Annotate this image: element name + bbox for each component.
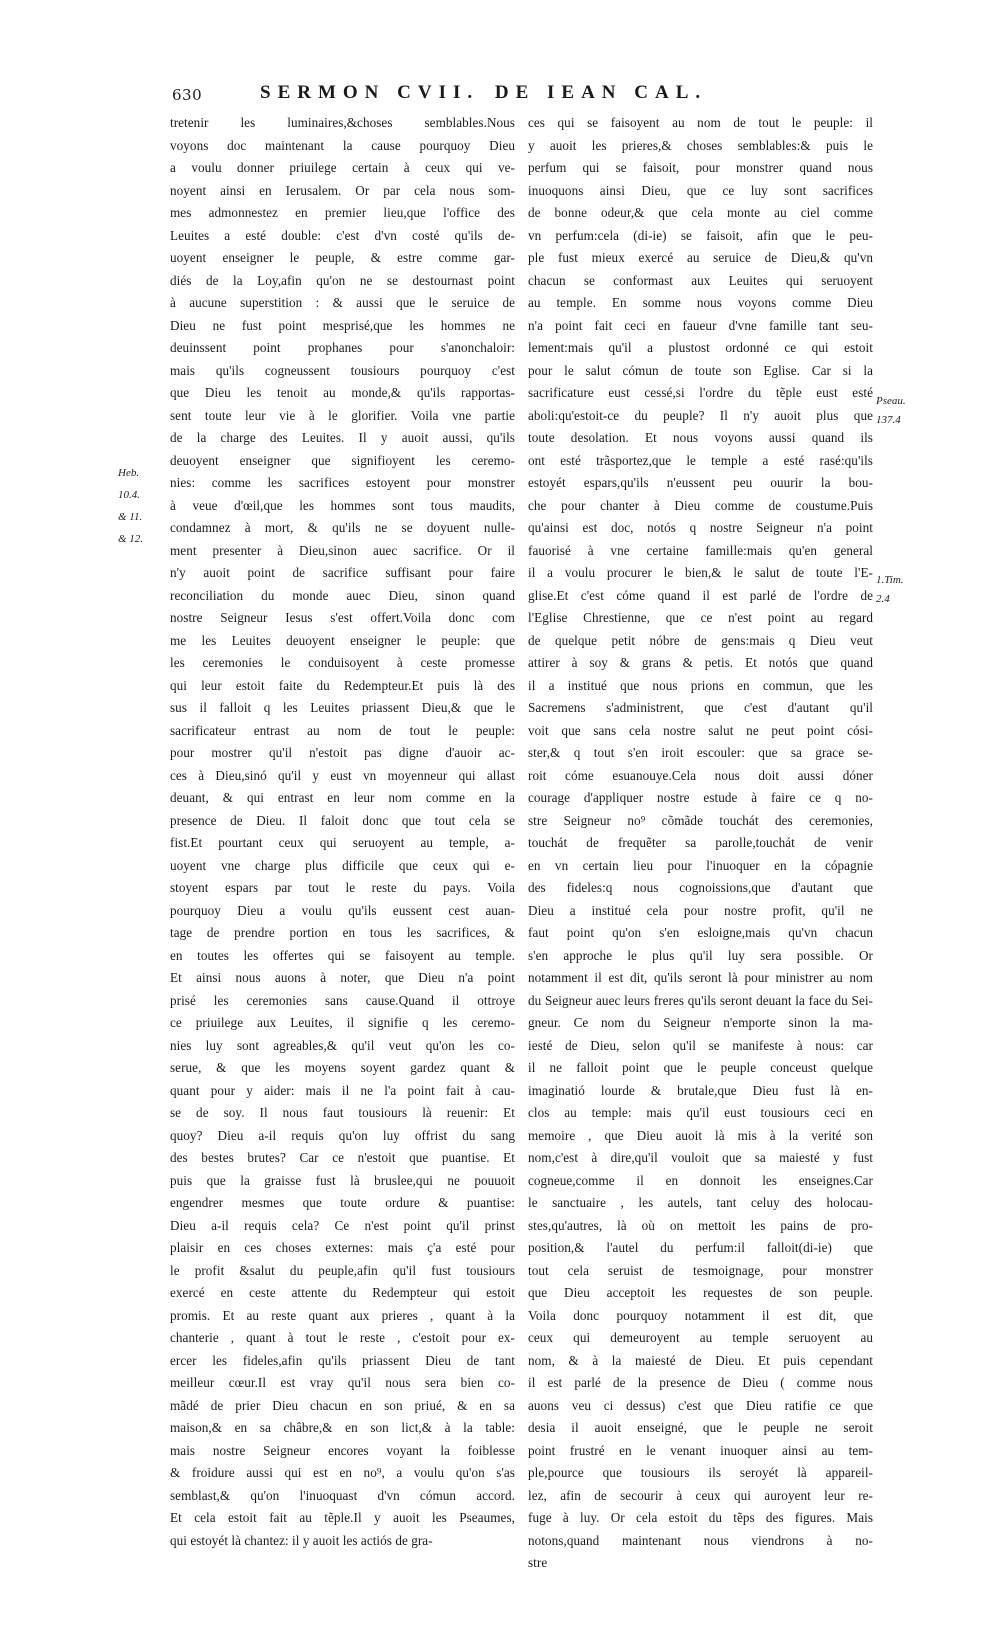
text-line: tout cela seruist de tesmoignage, pour monstrer <box>528 1262 873 1278</box>
text-line: aboli:qu'estoit-ce du peuple? Il n'y auoit plus que <box>528 407 873 423</box>
text-line: prisé les ceremonies sans cause.Quand il ottroye <box>170 992 515 1008</box>
margin-note-line: Pseau. <box>876 395 906 407</box>
margin-note-hebrews <box>118 467 143 546</box>
text-line: Dieu ne fust point mesprisé,que les hommes ne <box>170 317 515 333</box>
text-line: ce priuilege aux Leuites, il signifie q les ceremo- <box>170 1015 515 1030</box>
text-line: uoyent vne charge plus difficile que ceux qui e- <box>170 857 515 873</box>
text-line: ple,pource que tousiours ils seroyét là appareil- <box>528 1465 873 1480</box>
text-line: ceux qui demeuroyent au temple seruoyent au <box>528 1330 873 1345</box>
text-line: iesté de Dieu, selon qu'il se manifeste à nous: car <box>528 1037 873 1053</box>
text-line: fauorisé à vne certaine famille:mais qu'en general <box>528 542 873 558</box>
margin-note-line: & 11. <box>118 511 143 523</box>
text-line: des fideles:q nous cognoissions,que d'autant que <box>528 880 873 895</box>
text-line: perfum qui se faisoit, pour monstrer quand nous <box>528 160 873 175</box>
text-line: pour le salut cómun de toute son Eglise. Car si la <box>528 362 873 378</box>
text-line: que Dieu les tenoit au monde,& qu'ils rapportas- <box>170 385 515 400</box>
text-line: qu'ainsi est doc, notós q nostre Seigneur n'a point <box>528 520 873 535</box>
text-line: pourquoy Dieu a voulu qu'ils eussent cest auan- <box>170 902 515 918</box>
text-line: nostre Seigneur Iesus s'est offert.Voila donc com <box>170 610 515 625</box>
text-line: voyons doc maintenant la cause pourquoy Dieu <box>170 137 515 153</box>
text-line: notons,quand maintenant nous viendrons à no- <box>528 1532 873 1548</box>
text-line: il a voulu procurer le bien,& le salut de toute l'E- <box>528 565 873 580</box>
text-line: clos au temple: mais qu'il eust tousiours ceci en <box>528 1105 873 1120</box>
text-line: cogneue,comme il en donnoit les enseignes.Car <box>528 1172 873 1188</box>
text-line: a voulu donner priuilege certain à ceux qui ve- <box>170 160 515 175</box>
text-line: reconciliation du monde auec Dieu, sinon quand <box>170 587 515 603</box>
text-line: quoy? Dieu a-il requis qu'on luy offrist du sang <box>170 1127 515 1143</box>
text-line: deuoyent enseigner que signifioyent les ceremo- <box>170 452 515 468</box>
text-line: plaisir en ces choses externes: mais ç'a esté pour <box>170 1240 515 1255</box>
text-line: ment presenter à Dieu,sinon auec sacrifice. Or il <box>170 542 515 558</box>
text-line: maison,& en sa châbre,& en son lict,& à la table: <box>170 1420 515 1435</box>
text-line: se de soy. Il nous faut tousiours là reuenir: Et <box>170 1105 515 1120</box>
text-line: de bonne odeur,& que cela monte au ciel comme <box>528 205 873 220</box>
text-line: stes,qu'autres, là où on mettoit les pains de pro- <box>528 1217 873 1233</box>
text-line: de quelque petit nóbre de gens:mais q Dieu veut <box>528 632 873 648</box>
text-line: il est parlé de la presence de Dieu ( comme nous <box>528 1375 873 1390</box>
text-line: tretenir les luminaires,&choses semblables.Nous <box>170 115 515 130</box>
page-number: 630 <box>172 86 203 104</box>
text-line: diés de la Loy,afin qu'on ne se destournast point <box>170 272 515 288</box>
text-line: sent toute leur vie à le glorifier. Voila vne partie <box>170 407 515 423</box>
text-line: noyent ainsi en Ierusalem. Or par cela nous som- <box>170 182 515 198</box>
text-line: qui leur estoit faite du Redempteur.Et puis là des <box>170 677 515 693</box>
text-line: vn perfum:cela (di-ie) se faisoit, afin que le peu- <box>528 227 873 243</box>
text-line: à veue d'œil,que les hommes sont tous maudits, <box>170 497 515 513</box>
margin-note-timothy <box>876 574 904 606</box>
text-line: fuge à luy. Or cela estoit du tẽps des figures. Mais <box>528 1510 873 1525</box>
text-line: pour mostrer qu'il n'estoit pas digne d'auoir ac- <box>170 745 515 760</box>
left-text-column <box>170 112 515 1552</box>
text-line: sacrificature eust cessé,si l'ordre du tẽple eust esté <box>528 385 873 400</box>
text-line: des bestes brutes? Car ce n'estoit que puantise. Et <box>170 1150 515 1165</box>
text-line: memoire , que Dieu auoit là mis à la verité son <box>528 1127 873 1143</box>
text-line: me les Leuites deuoyent enseigner le peuple: que <box>170 632 515 648</box>
text-line: glise.Et c'est cóme quand il est parlé de l'ordre de <box>528 587 873 603</box>
text-line: touchát de frequẽter sa parolle,touchát de venir <box>528 835 873 850</box>
text-line: de la charge des Leuites. Il y auoit aussi, qu'ils <box>170 430 515 445</box>
margin-note-psalm <box>876 395 906 427</box>
text-line: point frustré en le venant inuoquer ainsi au tem- <box>528 1442 873 1458</box>
text-line: notamment il est dit, qu'ils seront là pour ministrer au nom <box>528 970 873 985</box>
text-line: toute desolation. Et nous voyons aussi quand ils <box>528 430 873 445</box>
text-line: mes admonnestez en premier lieu,que l'office des <box>170 205 515 220</box>
text-line: le profit &salut du peuple,afin qu'il fust tousiours <box>170 1262 515 1278</box>
text-line: presence de Dieu. Il faloit donc que tout cela se <box>170 812 515 828</box>
running-title <box>260 82 920 104</box>
text-line: faut point qu'on s'en esloigne,mais qu'vn chacun <box>528 925 873 940</box>
text-line: chacun se conformast aux Leuites qui seruoyent <box>528 272 873 288</box>
text-line: voit que sans cela nostre salut ne peut point cósi- <box>528 722 873 738</box>
text-line: ercer les fideles,afin qu'ils priassent Dieu de tant <box>170 1352 515 1368</box>
text-line: nom,c'est à dire,qu'il vouloit que sa maiesté y fust <box>528 1150 873 1165</box>
margin-note-line: Heb. <box>118 467 140 479</box>
text-line: serue, & que les moyens soyent gardez quant & <box>170 1060 515 1075</box>
text-line: deuinssent point prophanes pour s'anonchaloir: <box>170 340 515 355</box>
text-line: ces qui se faisoyent au nom de tout le peuple: il <box>528 115 873 130</box>
text-line: il ne falloit point que le peuple conceust quelque <box>528 1060 873 1075</box>
text-line: engendrer mesmes que toute ordure & puantise: <box>170 1195 515 1210</box>
text-line: & froidure aussi qui est en no⁹, a voulu qu'on s'as <box>170 1465 515 1480</box>
text-line: n'y auoit point de sacrifice suffisant pour faire <box>170 565 515 580</box>
text-line: les ceremonies le conduisoyent à ceste promesse <box>170 655 515 670</box>
text-line: che pour chanter à Dieu comme de coustume.Puis <box>528 497 873 513</box>
text-line: exercé en ceste attente du Redempteur qui estoit <box>170 1285 515 1300</box>
text-line: nom, & à la maiesté de Dieu. Et puis cependant <box>528 1352 873 1368</box>
text-line: nies: comme les sacrifices estoyent pour monstrer <box>170 475 515 490</box>
text-line: le sanctuaire , les autels, tant celuy des holocau- <box>528 1195 873 1210</box>
text-line: promis. Et au reste quant aux prieres , quant à la <box>170 1307 515 1323</box>
text-line: lement:mais qu'il a plustost ordonné ce qui estoit <box>528 340 873 355</box>
text-line: y auoit les prieres,& choses semblables:& puis le <box>528 137 873 153</box>
text-line: sacrificateur entrast au nom de tout le peuple: <box>170 722 515 738</box>
text-line: inuoquons ainsi Dieu, que ce luy sont sacrifices <box>528 182 873 198</box>
text-line: Voila donc pourquoy notamment il est dit, que <box>528 1307 873 1323</box>
text-line: Dieu a-il requis cela? Ce n'est point qu'il prinst <box>170 1217 515 1233</box>
text-line: condamnez à mort, & qu'ils ne se doyuent nulle- <box>170 520 515 535</box>
text-line: n'a point fait ceci en faueur d'vne famille tant seu- <box>528 317 873 333</box>
text-line: puis que la graisse fust là bruslee,qui ne pouuoit <box>170 1172 515 1188</box>
text-line: qui estoyét là chantez: il y auoit les actiós de gra- <box>170 1532 433 1548</box>
text-line: au temple. En somme nous voyons comme Dieu <box>528 295 873 310</box>
text-line: courage d'appliquer nostre estude à faire ce q no- <box>528 790 873 805</box>
text-line: deuant, & qui entrast en leur nom comme en la <box>170 790 515 805</box>
margin-note-line: 1.Tim. <box>876 574 904 586</box>
text-line: uoyent enseigner le peuple, & estre comme gar- <box>170 250 515 265</box>
text-line: desia il auoit enseigné, que le peuple ne seroit <box>528 1420 873 1435</box>
margin-note-line: 10.4. <box>118 489 140 501</box>
text-line: l'Eglise Chrestienne, que ce n'est point au regard <box>528 610 873 625</box>
text-line: nies luy sont agreables,& qu'il veut qu'on les co- <box>170 1037 515 1053</box>
text-line: stre Seigneur no⁹ cõmãde touchát des ceremonies, <box>528 812 873 828</box>
text-line: à aucune superstition : & aussi que le seruice de <box>170 295 515 310</box>
text-line: en vn certain lieu pour l'inuoquer en la cópagnie <box>528 857 873 873</box>
margin-note-line: & 12. <box>118 533 144 545</box>
text-line: meilleur cœur.Il est vray qu'il nous sera bien co- <box>170 1375 515 1390</box>
margin-note-line: 137.4 <box>876 414 901 426</box>
text-line: gneur. Ce nom du Seigneur n'emporte sinon la ma- <box>528 1015 873 1030</box>
text-line: mãdé de prier Dieu chacun en son priué, & en sa <box>170 1397 515 1413</box>
text-line: Et cela estoit fait au tẽple.Il y auoit les Pseaumes, <box>170 1510 515 1525</box>
text-line: en toutes les offertes qui se faisoyent au temple. <box>170 947 515 963</box>
text-line: attirer à soy & grans & petis. Et notós que quand <box>528 655 873 670</box>
text-line: stre <box>528 1555 548 1570</box>
text-line: estoyét espars,qu'ils n'eussent peu ouurir la bou- <box>528 475 873 490</box>
text-line: s'en approche le plus qu'il luy sera possible. Or <box>528 947 873 963</box>
text-line: stoyent espars par tout le reste du pays. Voila <box>170 880 515 895</box>
text-line: ster,& q tout s'en iroit escouler: que sa grace se- <box>528 745 873 760</box>
text-line: il a institué que nous prions en commun, que les <box>528 677 873 693</box>
text-line: ple fust mieux exercé au seruice de Dieu,& qu'vn <box>528 250 873 265</box>
text-line: chanterie , quant à tout le reste , c'estoit pour ex- <box>170 1330 515 1345</box>
text-line: position,& l'autel du perfum:il falloit(di-ie) que <box>528 1240 873 1255</box>
margin-note-line: 2.4 <box>876 593 890 605</box>
text-line: Dieu a institué cela pour nostre profit, qu'il ne <box>528 902 873 918</box>
text-line: que Dieu acceptoit les requestes de son peuple. <box>528 1285 873 1300</box>
text-line: Et ainsi nous auons à noter, que Dieu n'a point <box>170 970 515 985</box>
text-line: mais qu'ils cogneussent tousiours pourquoy c'est <box>170 362 515 378</box>
text-line: auons veu ci dessus) c'est que Dieu ratifie ce que <box>528 1397 873 1413</box>
text-line: ces à Dieu,sinó qu'il y eust vn moyenneur qui allast <box>170 767 515 783</box>
text-line: Sacremens s'administrent, que c'est d'autant qu'il <box>528 700 873 715</box>
running-title-left: SERMON CVII. <box>260 82 480 103</box>
text-line: quant pour y aider: mais il ne l'a point fait à cau- <box>170 1082 515 1098</box>
text-line: lez, afin de secourir à ceux qui auroyent leur re- <box>528 1487 873 1503</box>
text-line: ont esté trãsportez,que le temple a esté rasé:qu'ils <box>528 452 873 468</box>
text-line: mais nostre Seigneur encores voyant la foiblesse <box>170 1442 515 1458</box>
text-line: fist.Et pourtant ceux qui seruoyent au temple, a- <box>170 835 515 850</box>
right-text-column <box>528 112 873 1575</box>
text-line: semblast,& qu'on l'inuoquast d'vn cómun accord. <box>170 1487 515 1503</box>
text-line: imaginatió lourde & brutale,que Dieu fust là en- <box>528 1082 873 1098</box>
text-line: sus il falloit q les Leuites priassent Dieu,& que le <box>170 700 515 715</box>
text-line: tage de prendre portion en tous les sacrifices, & <box>170 925 515 940</box>
page-header <box>0 82 1000 112</box>
text-line: roit cóme esuanouye.Cela nous doit aussi dóner <box>528 767 873 783</box>
text-line: du Seigneur auec leurs freres qu'ils seront deuant la face du Sei- <box>528 992 873 1008</box>
text-line: Leuites a esté double: c'est d'vn costé qu'ils de- <box>170 227 515 243</box>
running-title-right: DE IEAN CAL. <box>494 82 708 103</box>
